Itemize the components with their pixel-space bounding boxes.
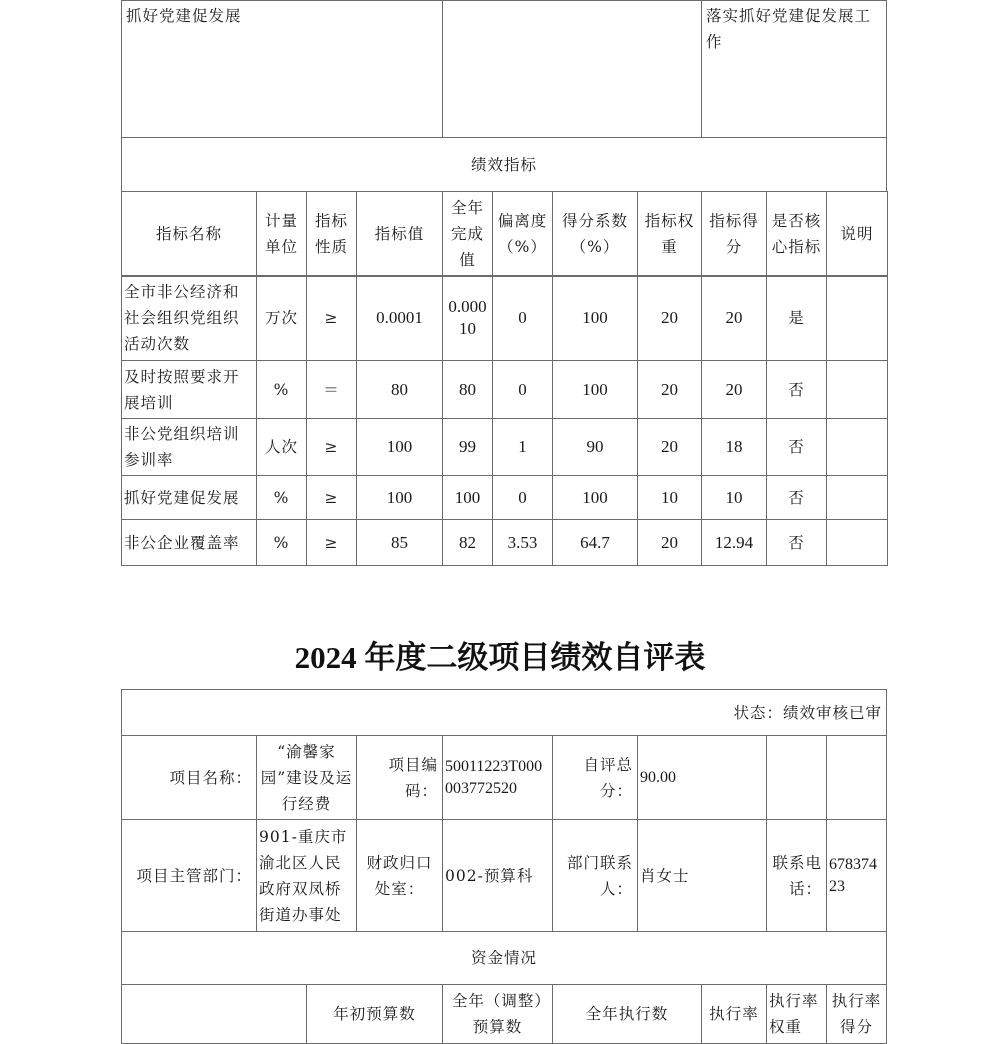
row-5-note [826,519,888,566]
row-4-score [701,475,767,520]
finance-office-label [356,819,443,932]
goal-text-1: 抓好党建促发展 [126,7,242,25]
self-score-text: 90.00 [640,768,676,786]
funds-header-text: 执行率得分 [831,992,882,1036]
cell-text: 20 [661,379,678,399]
header-text: 指标性质 [314,212,348,256]
row-2-deviation [492,360,553,419]
row-1-note [826,275,888,361]
finance-office-label-text: 财政归口处室： [366,853,433,898]
row-1-actual-value [442,275,493,361]
cell-text: 12.94 [714,532,754,552]
row-5-is-core [766,519,827,566]
row-2-target-value [356,360,443,419]
cell-text: 否 [788,488,805,507]
row-4-score-coefficient [552,475,638,520]
row-3-weight [637,418,702,476]
header-weight [637,191,702,277]
cell-text: 82 [459,532,476,552]
row-1-unit [256,275,307,361]
funds-header-initial-budget [306,984,443,1044]
header-text: 指标得分 [709,212,759,256]
goal-text-3: 落实抓好党建促发展工作 [706,7,872,51]
cell-text: ≥ [324,488,339,507]
cell-text: 0 [518,379,527,399]
contact-text: 肖女士 [640,866,690,885]
row-2-indicator-name [121,360,257,419]
funds-title-text: 资金情况 [470,949,537,967]
project-code-text: 50011223T000003772520 [445,757,543,797]
cell-text: 全市非公经济和社会组织党组织活动次数 [124,283,240,353]
cell-text: 20 [661,437,678,456]
cell-text: 及时按照要求开展培训 [124,367,240,412]
cell-text: 1 [518,437,527,456]
row-2-score-coefficient [552,360,638,419]
cell-text: % [273,380,290,399]
phone-text: 67837423 [829,855,877,895]
project-code-label [356,735,443,820]
cell-text: 10 [661,487,678,507]
row-2-unit [256,360,307,419]
row-4-is-core [766,475,827,520]
cell-text: 18 [725,437,743,456]
row-1-deviation [492,275,553,361]
dept-text: 901-重庆市渝北区人民政府双凤桥街道办事处 [259,827,348,924]
row-3-indicator-name [121,418,257,476]
cell-text: 20 [725,308,743,327]
cell-text: ＝ [323,380,340,399]
cell-text: 0 [518,308,527,327]
cell-text: 100 [582,379,608,399]
row-2-score [701,360,767,419]
self-score-label-text: 自评总分： [583,755,633,800]
header-note [826,191,888,277]
phone-label [766,819,827,932]
row-1-indicator-name [121,275,257,361]
cell-text: ≥ [324,533,339,552]
row-5-unit [256,519,307,566]
cell-text: 非公企业覆盖率 [124,533,240,552]
funds-header-text: 全年执行数 [585,1005,669,1023]
row-3-actual-value [442,418,493,476]
row-4-actual-value [442,475,493,520]
empty-cell-a [766,735,827,820]
row-1-target-value [356,275,443,361]
row-1-score-coefficient [552,275,638,361]
project-name-value [256,735,357,820]
row-5-indicator-name [121,519,257,566]
row-5-weight [637,519,702,566]
row-1-score [701,275,767,361]
funds-header-text: 执行率权重 [769,992,819,1036]
empty-cell-b [826,735,887,820]
form-title: 2024 年度二级项目绩效自评表 [294,640,706,675]
cell-text: 80 [391,379,408,399]
funds-header-exec-rate [701,984,767,1044]
header-deviation [492,191,553,277]
row-3-target-value [356,418,443,476]
row-3-deviation [492,418,553,476]
performance-section-title [121,137,887,192]
cell-text: 85 [391,532,408,552]
row-3-score-coefficient [552,418,638,476]
row-2-actual-value [442,360,493,419]
header-score-coefficient [552,191,638,277]
cell-text: 99 [459,437,476,456]
row-4-target-value [356,475,443,520]
header-nature [306,191,357,277]
row-1-weight [637,275,702,361]
cell-text: 抓好党建促发展 [124,488,240,507]
funds-header-text: 全年（调整）预算数 [451,992,544,1036]
cell-text: % [273,488,290,507]
row-3-score [701,418,767,476]
project-name-label-text: 项目名称： [169,768,252,787]
self-score-value [637,735,767,820]
cell-text: 90 [586,437,604,456]
cell-text: 3.53 [507,532,538,552]
cell-text: 100 [582,487,608,507]
cell-text: 20 [725,379,743,399]
header-text: 全年完成值 [450,199,484,269]
header-text: 偏离度（%） [497,212,548,256]
dept-value [256,819,357,932]
finance-office-text: 002-预算科 [445,866,534,885]
header-text: 说明 [840,225,874,243]
header-score [701,191,767,277]
cell-text: 是 [788,309,805,327]
row-5-score-coefficient [552,519,638,566]
cell-text: 否 [788,380,805,399]
header-text: 得分系数（%） [561,212,628,256]
goal-cell-3 [701,0,887,138]
contact-label-text: 部门联系人： [566,853,633,898]
project-code-label-text: 项目编码： [388,755,438,800]
row-1-is-core [766,275,827,361]
dept-label-text: 项目主管部门： [136,866,252,885]
row-2-nature [306,360,357,419]
header-indicator-name [121,191,257,277]
row-4-note [826,475,888,520]
cell-text: 100 [454,487,481,507]
cell-text: 人次 [264,438,298,456]
row-3-is-core [766,418,827,476]
cell-text: 非公党组织培训参训率 [124,425,240,469]
row-3-nature [306,418,357,476]
status-row [121,689,887,736]
project-name-label [121,735,257,820]
row-4-indicator-name [121,475,257,520]
cell-text: 100 [582,308,608,327]
goal-cell-2 [442,0,702,138]
contact-label [552,819,638,932]
row-5-target-value [356,519,443,566]
header-text: 指标名称 [155,225,222,243]
header-text: 指标值 [374,225,425,243]
cell-text: 20 [661,308,678,327]
cell-text: 0 [518,487,527,507]
finance-office-value [442,819,553,932]
funds-header-rate-weight [766,984,827,1044]
row-2-note [826,360,888,419]
header-target-value [356,191,443,277]
funds-header-blank [121,984,307,1044]
header-unit [256,191,307,277]
row-4-nature [306,475,357,520]
row-1-nature [306,275,357,361]
row-3-note [826,418,888,476]
cell-text: 否 [788,533,805,552]
row-5-nature [306,519,357,566]
row-5-actual-value [442,519,493,566]
header-actual-value [442,191,493,277]
status-text: 状态：绩效审核已审 [733,703,882,722]
header-text: 是否核心指标 [771,212,822,256]
performance-title-text: 绩效指标 [470,155,537,174]
cell-text: 10 [725,487,743,507]
row-2-is-core [766,360,827,419]
header-is-core [766,191,827,277]
project-code-value [442,735,553,820]
cell-text: ≥ [324,438,339,456]
phone-label-text: 联系电话： [772,853,822,898]
dept-label [121,819,257,932]
row-4-unit [256,475,307,520]
cell-text: 100 [386,487,413,507]
funds-header-text: 年初预算数 [333,1005,416,1023]
cell-text: 否 [788,438,805,456]
funds-section-title [121,931,887,985]
row-3-unit [256,418,307,476]
cell-text: 64.7 [580,532,610,552]
row-4-deviation [492,475,553,520]
cell-text: 100 [386,437,413,456]
header-text: 计量单位 [264,212,298,256]
contact-value [637,819,767,932]
row-5-score [701,519,767,566]
goal-cell-1 [121,0,443,138]
self-score-label [552,735,638,820]
phone-value [826,819,887,932]
cell-text: 0.0001 [376,308,423,327]
row-2-weight [637,360,702,419]
project-name-text: “渝馨家园”建设及运行经费 [260,742,353,813]
row-5-deviation [492,519,553,566]
funds-header-adjusted-budget [442,984,553,1044]
cell-text: ≥ [324,309,339,327]
funds-header-rate-score [826,984,887,1044]
funds-header-executed [552,984,702,1044]
cell-text: 20 [661,532,678,552]
row-4-weight [637,475,702,520]
cell-text: % [273,533,290,552]
cell-text: 0.00010 [448,297,487,338]
funds-header-text: 执行率 [709,1005,759,1023]
cell-text: 万次 [264,309,298,327]
header-text: 指标权重 [644,212,695,256]
cell-text: 80 [459,379,476,399]
